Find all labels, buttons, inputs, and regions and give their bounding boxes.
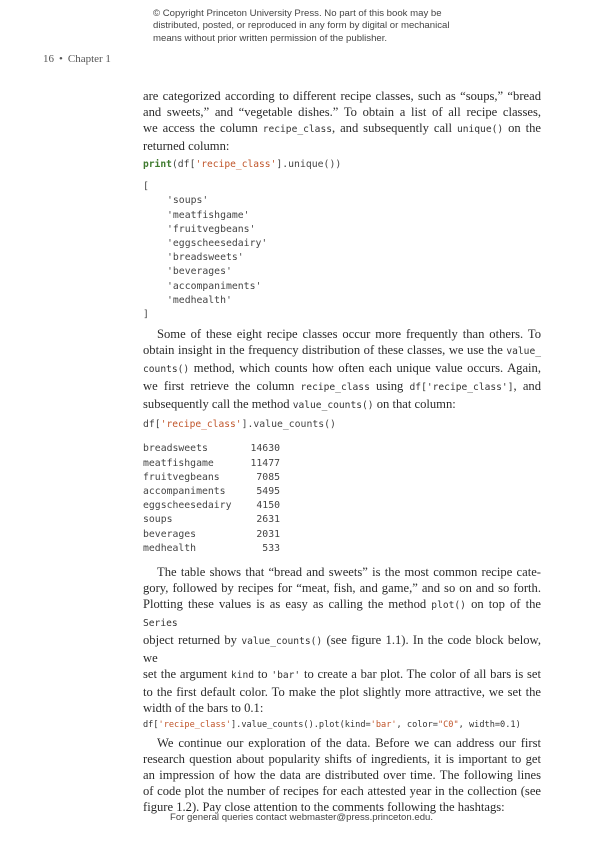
class-count: 14630: [250, 443, 280, 455]
inline-code: Series: [143, 618, 178, 630]
text-column: [143, 88, 541, 815]
text-line: [143, 104, 541, 120]
text-run: to: [254, 667, 272, 682]
text-line: [143, 783, 541, 799]
text-line: [143, 396, 541, 414]
code-string: "C0": [437, 720, 459, 731]
output-item: 'accompaniments': [167, 280, 262, 292]
text-line: [143, 767, 541, 783]
text-run: of code plot the number of recipes for each attested year in the collection (see: [143, 784, 541, 799]
inline-code: recipe_class: [300, 382, 370, 394]
text-line: [143, 564, 541, 580]
inline-code: df[: [143, 720, 159, 731]
class-name: soups: [143, 514, 173, 526]
chapter-title: Chapter 1: [67, 53, 111, 65]
text-run: Some of these eight recipe classes occur more frequently than others. To: [157, 327, 541, 342]
class-count: 5495: [256, 486, 280, 498]
text-run: we first retrieve the column: [143, 379, 301, 394]
table-row: [143, 528, 541, 542]
text-run: an impression of how the data are distributed over time. The following lines: [143, 768, 541, 783]
text-run: width of the bars to 0.1:: [143, 701, 264, 716]
table-row: [143, 442, 541, 456]
text-run: object returned by: [143, 633, 242, 648]
text-line: [143, 751, 541, 767]
output-item: 'fruitvegbeans': [167, 223, 256, 235]
text-run: method, which counts how often each unique value occurs. Again,: [189, 361, 541, 376]
table-row: [143, 457, 541, 471]
inline-code: 'bar': [271, 670, 301, 682]
inline-code: , width=0.1): [458, 720, 521, 731]
class-count: 7085: [256, 471, 280, 483]
text-line: [143, 326, 541, 342]
paragraph-4: [143, 735, 541, 815]
code-text: ].value_counts(): [241, 419, 336, 431]
page-number: 16: [43, 53, 54, 65]
class-name: breadsweets: [143, 443, 208, 455]
text-line: [143, 120, 541, 138]
text-run: subsequently call the method: [143, 397, 293, 412]
class-name: beverages: [143, 528, 197, 540]
class-count: 11477: [250, 457, 280, 469]
text-line: [143, 342, 541, 360]
class-name: eggscheesedairy: [143, 500, 232, 512]
text-line: [143, 580, 541, 596]
table-row: [143, 499, 541, 513]
text-run: (see figure 1.1). In the code block below, we: [143, 633, 541, 666]
table-row: [143, 471, 541, 485]
text-run: on top of the: [465, 597, 541, 612]
class-count: 2631: [256, 514, 280, 526]
table-row: [143, 513, 541, 527]
output-item: 'medhealth': [167, 294, 232, 306]
text-line: [143, 632, 541, 666]
text-run: set the argument: [143, 667, 231, 682]
inline-code: unique(): [456, 124, 504, 135]
class-count: 4150: [256, 500, 280, 512]
code-text: ].unique()): [276, 159, 342, 170]
class-name: accompaniments: [143, 486, 226, 498]
text-run: we access the column: [143, 121, 263, 135]
text-run: using: [369, 379, 410, 394]
inline-code: kind: [230, 670, 255, 682]
output-item: 'eggscheesedairy': [167, 238, 268, 250]
text-run: are categorized according to different recipe classes, such as “soups,” “bread: [143, 89, 541, 103]
inline-code: ].value_counts().plot(kind=: [230, 720, 371, 731]
paragraph-3: [143, 564, 541, 716]
code-text: df[: [143, 419, 161, 431]
text-line: [143, 360, 541, 378]
table-row: [143, 542, 541, 556]
text-line: [143, 666, 541, 684]
table-row: [143, 485, 541, 499]
text-line: [143, 684, 541, 700]
text-run: returned column:: [143, 139, 230, 153]
text-run: We continue our exploration of the data. Before we can address our first: [157, 736, 541, 751]
paragraph-2: [143, 326, 541, 414]
inline-code: recipe_class: [262, 124, 332, 135]
code-text: (df[: [171, 159, 196, 170]
text-line: [143, 735, 541, 751]
class-name: fruitvegbeans: [143, 471, 220, 483]
inline-code: , color=: [396, 720, 438, 731]
output-item: 'meatfishgame': [167, 209, 250, 221]
text-run: gory, followed by recipes for “meat, fish, and game,” and so on and so forth.: [143, 581, 541, 596]
bullet: •: [59, 53, 63, 65]
paragraph-1: [143, 88, 541, 154]
text-run: on that column:: [373, 397, 456, 412]
output-open-bracket: [: [143, 181, 149, 193]
inline-code: counts(): [143, 364, 190, 376]
notice-line: distributed, posted, or reproduced in any form by digital or mechanical: [153, 20, 450, 32]
text-line: [143, 378, 541, 396]
value-counts-output: [143, 442, 541, 556]
class-name: meatfishgame: [143, 457, 214, 469]
code-string: 'bar': [370, 720, 397, 731]
code-keyword: print: [143, 159, 172, 170]
inline-code: df['recipe_class']: [409, 382, 514, 394]
text-run: obtain insight in the frequency distribution of these classes, we use the: [143, 343, 507, 358]
code-string: 'recipe_class': [158, 720, 231, 731]
output-item: 'breadsweets': [167, 252, 244, 264]
text-run: to create a bar plot. The color of all bars is set: [300, 667, 542, 682]
text-run: The table shows that “bread and sweets” is the most common recipe cate-: [157, 565, 541, 580]
code-value-counts: [143, 418, 541, 432]
text-run: and sweets,” and “vegetable dishes.” To obtain a list of all recipe classes,: [143, 105, 541, 119]
output-item: 'beverages': [167, 266, 232, 278]
inline-code: value_counts(): [292, 400, 374, 412]
inline-code: plot(): [431, 600, 466, 612]
inline-code: value_counts(): [241, 636, 323, 648]
code-string: 'recipe_class': [195, 159, 277, 170]
unique-output: [143, 180, 541, 322]
text-run: , and subsequently call: [332, 121, 457, 135]
running-head: [43, 53, 111, 65]
inline-code: value_: [506, 346, 541, 358]
text-line: [143, 88, 541, 104]
output-close-bracket: ]: [143, 309, 149, 321]
notice-line: means without prior written permission of the publisher.: [153, 32, 388, 44]
class-name: medhealth: [143, 542, 197, 554]
class-count: 533: [262, 542, 280, 554]
text-line: [143, 138, 541, 154]
output-item: 'soups': [167, 195, 209, 207]
copyright-notice: [153, 8, 450, 45]
code-plot-bar: [143, 718, 541, 732]
footer-contact: For general queries contact webmaster@press.princeton.edu.: [170, 812, 434, 823]
text-run: to the first default color. To make the plot slightly more attractive, we set the: [143, 685, 541, 700]
text-run: , and: [513, 379, 542, 394]
text-run: Plotting these values is as easy as calling the method: [143, 597, 432, 612]
text-run: research question about popularity shifts of ingredients, it is important to get: [143, 752, 541, 767]
text-line: [143, 700, 541, 716]
class-count: 2031: [256, 528, 280, 540]
text-line: [143, 596, 541, 632]
text-run: figure 1.2). Pay close attention to the comments following the hashtags:: [143, 800, 505, 815]
code-print-unique: [143, 158, 541, 172]
notice-line: © Copyright Princeton University Press. No part of this book may be: [153, 8, 442, 19]
text-run: on the: [503, 121, 541, 135]
code-string: 'recipe_class': [160, 419, 242, 431]
